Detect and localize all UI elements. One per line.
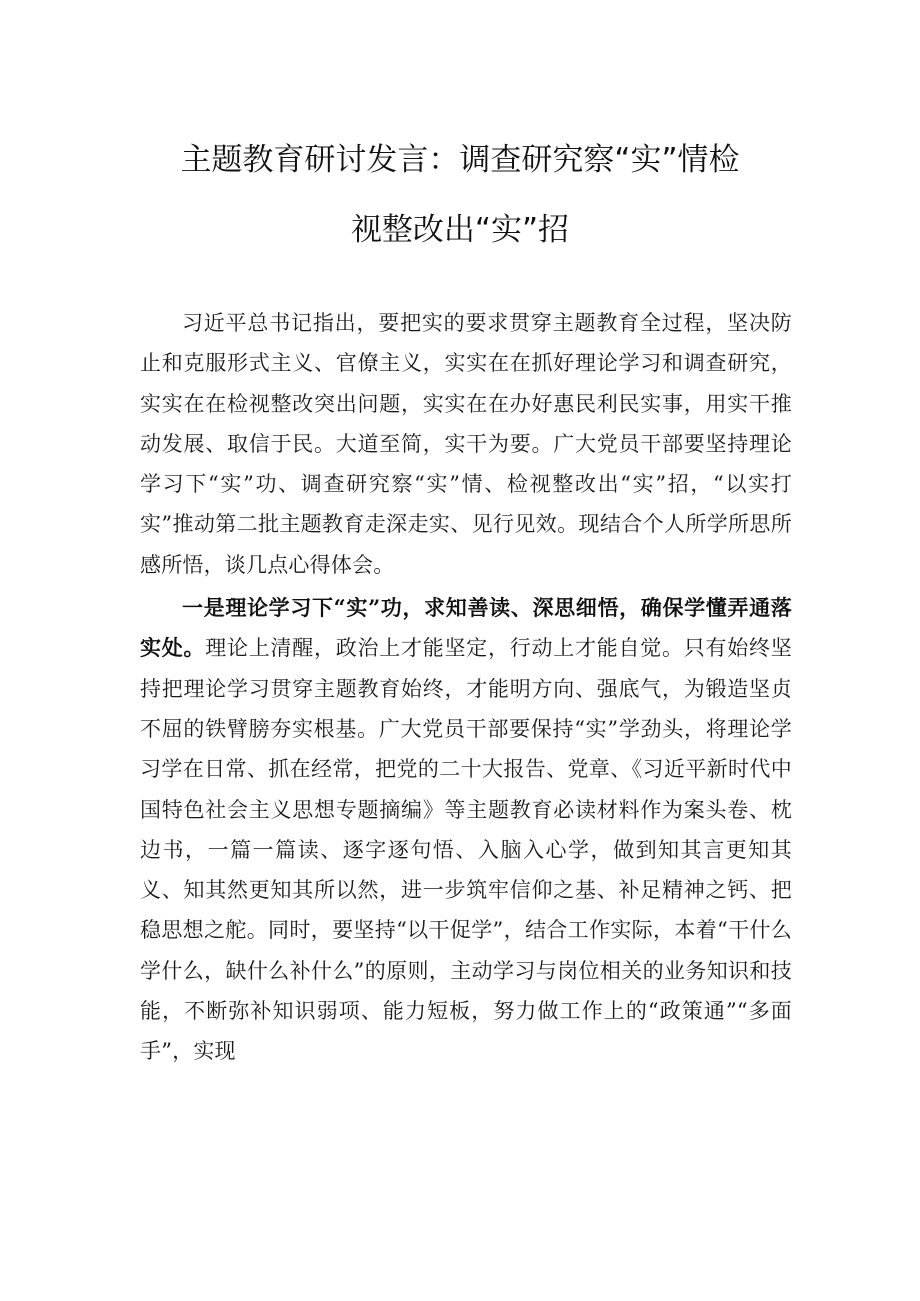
document-title-line-2: 视整改出“实”招 [350, 212, 570, 248]
document-body [140, 303, 792, 1072]
paragraph-intro: 习近平总书记指出，要把实的要求贯穿主题教育全过程，坚决防止和克服形式主义、官僚主义，实实在在抓好理论学习和调查研究，实实在在检视整改突出问题，实实在在办好惠民利民实事，用实干推动发展、取信于民。大道至简，实干为要。广大党员干部要坚持理论学习下“实”功、调查研究察“实”情、检视整改出“实”招，“以实打实”推动第二批主题教育走深走实、见行见效。现结合个人所学所思所感所悟，谈几点心得体会。 [140, 311, 792, 577]
document-title-line-1: 主题教育研讨发言：调查研究察“实”情检 [180, 142, 740, 178]
paragraph-point-one-body: 理论上清醒，政治上才能坚定，行动上才能自觉。只有始终坚持把理论学习贯穿主题教育始终，才能明方向、强底气，为锻造坚贞不屈的铁臂膀夯实根基。广大党员干部要保持“实”学劲头，将理论学习学在日常、抓在经常，把党的二十大报告、党章、《习近平新时代中国特色社会主义思想专题摘编》等主题教育必读材料作为案头卷、枕边书，一篇一篇读、逐字逐句悟、入脑入心学，做到知其言更知其义、知其然更知其所以然，进一步筑牢信仰之基、补足精神之钙、把稳思想之舵。同时，要坚持“以干促学”，结合工作实际，本着“干什么学什么，缺什么补什么”的原则，主动学习与岗位相关的业务知识和技能，不断弥补知识弱项、能力短板，努力做工作上的“政策通”“多面手”，实现 [140, 636, 792, 1064]
paragraph-point-one-lead: 一是理论学习下“实”功，求知善读、深思细悟，确保学懂弄通落实处。 [140, 595, 792, 661]
paragraph-point-one [140, 588, 792, 1072]
